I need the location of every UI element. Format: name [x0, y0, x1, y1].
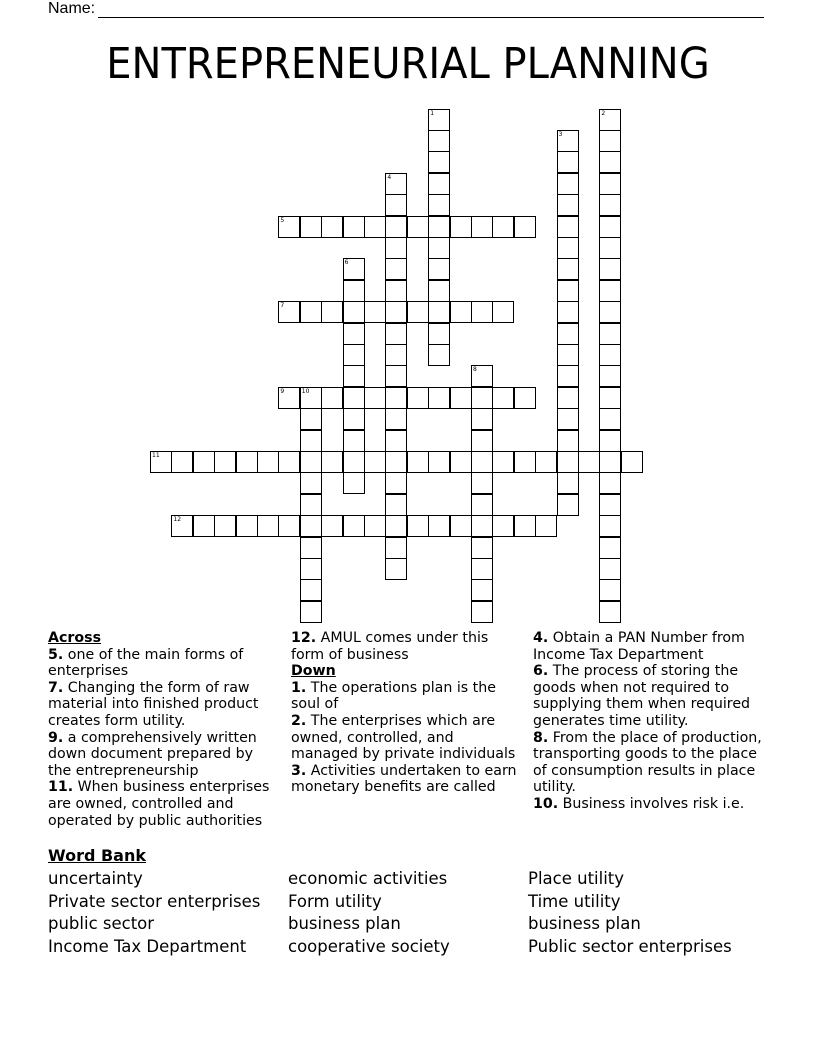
crossword-cell[interactable]	[321, 451, 343, 473]
word-bank-column-3	[528, 868, 732, 959]
crossword-cell[interactable]	[385, 173, 407, 195]
crossword-cell[interactable]	[599, 130, 621, 152]
crossword-cell[interactable]	[385, 408, 407, 430]
crossword-cell[interactable]	[557, 237, 579, 259]
crossword-cell[interactable]	[557, 494, 579, 516]
crossword-cell[interactable]	[364, 216, 386, 238]
clue-number-label: 3	[558, 130, 563, 138]
crossword-cell[interactable]	[300, 579, 322, 601]
crossword-cell[interactable]	[385, 258, 407, 280]
clue-across-5	[48, 647, 280, 680]
word-bank-title: Word Bank	[48, 846, 147, 865]
crossword-cell[interactable]	[236, 515, 258, 537]
clue-number-label: 12	[173, 516, 182, 524]
crossword-cell[interactable]	[385, 451, 407, 473]
crossword-cell[interactable]	[385, 494, 407, 516]
crossword-cell[interactable]	[428, 301, 450, 323]
crossword-cell[interactable]	[428, 387, 450, 409]
crossword-cell[interactable]	[599, 301, 621, 323]
name-underline[interactable]	[98, 3, 764, 18]
crossword-cell[interactable]	[557, 451, 579, 473]
crossword-cell[interactable]	[300, 451, 322, 473]
crossword-cell[interactable]	[557, 430, 579, 452]
clue-number-label: 2	[601, 109, 606, 117]
clue-down-8	[533, 730, 765, 796]
clue-across-7	[48, 680, 280, 730]
clues-column-2	[291, 630, 523, 796]
crossword-cell[interactable]	[300, 537, 322, 559]
crossword-cell[interactable]	[343, 387, 365, 409]
crossword-cell[interactable]	[343, 451, 365, 473]
word-bank-word: cooperative society	[288, 937, 450, 957]
clue-number: 3.	[291, 762, 307, 779]
crossword-cell[interactable]	[599, 387, 621, 409]
crossword-cell[interactable]	[557, 344, 579, 366]
clue-number: 2.	[291, 712, 307, 729]
crossword-cell[interactable]	[385, 344, 407, 366]
clue-down-10	[533, 796, 765, 813]
crossword-cell[interactable]	[278, 387, 300, 409]
crossword-cell[interactable]	[193, 451, 215, 473]
clue-number: 4.	[533, 630, 549, 646]
clue-text: The enterprises which are owned, controlled, and managed by private individuals	[291, 712, 516, 763]
crossword-cell[interactable]	[428, 151, 450, 173]
crossword-cell[interactable]	[278, 451, 300, 473]
clue-number-label: 11	[152, 451, 160, 459]
clues-column-1	[48, 630, 280, 829]
crossword-cell[interactable]	[514, 216, 536, 238]
name-label: Name:	[48, 0, 96, 17]
crossword-cell[interactable]	[343, 515, 365, 537]
crossword-cell[interactable]	[343, 472, 365, 494]
crossword-cell[interactable]	[599, 280, 621, 302]
crossword-cell[interactable]	[171, 451, 193, 473]
word-bank-word: Time utility	[528, 891, 621, 911]
clue-text: Changing the form of raw material into finished product creates form utility.	[48, 679, 259, 729]
clue-number-label: 6	[344, 259, 349, 267]
crossword-cell[interactable]	[300, 408, 322, 430]
crossword-cell[interactable]	[492, 515, 514, 537]
crossword-cell[interactable]	[385, 216, 407, 238]
clue-down-3	[291, 763, 523, 796]
crossword-cell[interactable]	[300, 430, 322, 452]
crossword-cell[interactable]	[471, 387, 493, 409]
crossword-cell[interactable]	[471, 494, 493, 516]
crossword-cell[interactable]	[599, 494, 621, 516]
clue-across-11	[48, 779, 280, 829]
crossword-cell[interactable]	[599, 365, 621, 387]
crossword-cell[interactable]	[300, 301, 322, 323]
crossword-cell[interactable]	[407, 387, 429, 409]
crossword-cell[interactable]	[321, 216, 343, 238]
crossword-cell[interactable]	[599, 601, 621, 623]
clue-down-2	[291, 713, 523, 763]
clue-number: 1.	[291, 679, 307, 696]
crossword-cell[interactable]	[599, 472, 621, 494]
crossword-cell[interactable]	[599, 344, 621, 366]
crossword-cell[interactable]	[278, 301, 300, 323]
crossword-cell[interactable]	[278, 216, 300, 238]
crossword-cell[interactable]	[385, 365, 407, 387]
crossword-cell[interactable]	[385, 194, 407, 216]
crossword-cell[interactable]	[385, 558, 407, 580]
crossword-cell[interactable]	[599, 537, 621, 559]
word-bank-word: business plan	[528, 914, 641, 934]
crossword-cell[interactable]	[599, 515, 621, 537]
crossword-cell[interactable]	[428, 130, 450, 152]
crossword-cell[interactable]	[300, 472, 322, 494]
crossword-cell[interactable]	[492, 216, 514, 238]
clue-number: 9.	[48, 729, 64, 746]
crossword-cell[interactable]	[214, 451, 236, 473]
crossword-cell[interactable]	[428, 344, 450, 366]
crossword-cell[interactable]	[343, 258, 365, 280]
clue-number-label: 1	[430, 109, 435, 117]
crossword-cell[interactable]	[492, 451, 514, 473]
crossword-cell[interactable]	[514, 451, 536, 473]
clue-text: one of the main forms of enterprises	[48, 646, 244, 680]
crossword-cell[interactable]	[471, 601, 493, 623]
clue-number-label: 7	[280, 302, 285, 310]
word-bank-word: Private sector enterprises	[48, 891, 261, 911]
crossword-cell[interactable]	[578, 451, 600, 473]
crossword-cell[interactable]	[300, 387, 322, 409]
clue-number-label: 4	[387, 173, 392, 181]
crossword-cell[interactable]	[471, 558, 493, 580]
crossword-cell[interactable]	[599, 194, 621, 216]
crossword-cell[interactable]	[471, 216, 493, 238]
crossword-cell[interactable]	[471, 430, 493, 452]
clue-text: a comprehensively written down document prepared by the entrepreneurship	[48, 729, 257, 779]
clue-number-label: 9	[280, 387, 285, 395]
crossword-cell[interactable]	[450, 216, 472, 238]
crossword-cell[interactable]	[343, 408, 365, 430]
crossword-cell[interactable]	[150, 451, 172, 473]
word-bank-column-1	[48, 868, 260, 959]
crossword-cell[interactable]	[428, 258, 450, 280]
crossword-cell[interactable]	[300, 216, 322, 238]
crossword-cell[interactable]	[321, 387, 343, 409]
crossword-cell[interactable]	[364, 387, 386, 409]
name-field[interactable]	[48, 0, 764, 18]
clue-number: 7.	[48, 679, 64, 696]
clue-number: 8.	[533, 729, 549, 746]
crossword-cell[interactable]	[407, 515, 429, 537]
clue-text: AMUL comes under this form of business	[291, 630, 489, 663]
clue-across-9	[48, 730, 280, 780]
crossword-cell[interactable]	[385, 301, 407, 323]
crossword-cell[interactable]	[557, 130, 579, 152]
clue-number: 11.	[48, 779, 74, 796]
crossword-cell[interactable]	[364, 515, 386, 537]
crossword-cell[interactable]	[599, 323, 621, 345]
crossword-cell[interactable]	[599, 558, 621, 580]
clue-text: Business involves risk i.e.	[562, 795, 745, 812]
crossword-cell[interactable]	[343, 301, 365, 323]
crossword-cell[interactable]	[450, 387, 472, 409]
crossword-cell[interactable]	[450, 301, 472, 323]
clue-down-6	[533, 663, 765, 729]
crossword-cell[interactable]	[557, 408, 579, 430]
crossword-cell[interactable]	[428, 323, 450, 345]
crossword-cell[interactable]	[171, 515, 193, 537]
crossword-cell[interactable]	[471, 451, 493, 473]
crossword-cell[interactable]	[428, 216, 450, 238]
crossword-cell[interactable]	[385, 430, 407, 452]
crossword-cell[interactable]	[428, 237, 450, 259]
crossword-cell[interactable]	[557, 216, 579, 238]
crossword-cell[interactable]	[343, 344, 365, 366]
crossword-cell[interactable]	[214, 515, 236, 537]
clue-number-label: 8	[473, 366, 477, 374]
crossword-cell[interactable]	[236, 451, 258, 473]
crossword-cell[interactable]	[599, 109, 621, 131]
crossword-cell[interactable]	[557, 258, 579, 280]
crossword-cell[interactable]	[385, 387, 407, 409]
crossword-cell[interactable]	[471, 301, 493, 323]
crossword-cell[interactable]	[557, 280, 579, 302]
crossword-cell[interactable]	[343, 323, 365, 345]
crossword-cell[interactable]	[599, 408, 621, 430]
word-bank-word: Public sector enterprises	[528, 937, 732, 957]
clue-across-12	[291, 630, 523, 663]
crossword-cell[interactable]	[535, 515, 557, 537]
crossword-cell[interactable]	[557, 323, 579, 345]
crossword-cell[interactable]	[278, 515, 300, 537]
crossword-cell[interactable]	[535, 451, 557, 473]
crossword-cell[interactable]	[193, 515, 215, 537]
clue-text: The operations plan is the soul of	[291, 679, 496, 713]
crossword-cell[interactable]	[364, 301, 386, 323]
crossword-cell[interactable]	[599, 216, 621, 238]
clue-text: The process of storing the goods when not required to supplying them when required generates time utility.	[533, 663, 751, 729]
crossword-cell[interactable]	[599, 579, 621, 601]
clue-number: 5.	[48, 646, 64, 663]
crossword-cell[interactable]	[471, 515, 493, 537]
crossword-cell[interactable]	[343, 365, 365, 387]
crossword-cell[interactable]	[557, 194, 579, 216]
clue-down-1	[291, 680, 523, 713]
across-heading: Across	[48, 630, 102, 646]
crossword-cell[interactable]	[300, 494, 322, 516]
crossword-cell[interactable]	[471, 579, 493, 601]
crossword-cell[interactable]	[343, 430, 365, 452]
word-bank-word: Place utility	[528, 869, 625, 888]
down-heading: Down	[291, 663, 336, 680]
crossword-cell[interactable]	[557, 173, 579, 195]
crossword-cell[interactable]	[471, 365, 493, 387]
crossword-cell[interactable]	[492, 387, 514, 409]
word-bank-word: Income Tax Department	[48, 937, 247, 957]
page-title: ENTREPRENEURIAL PLANNING	[106, 39, 710, 89]
crossword-cell[interactable]	[257, 451, 279, 473]
crossword-cell[interactable]	[257, 515, 279, 537]
clue-text: From the place of production, transporting goods to the place of consumption results in place utility.	[533, 729, 762, 796]
crossword-cell[interactable]	[385, 237, 407, 259]
crossword-cell[interactable]	[385, 323, 407, 345]
crossword-cell[interactable]	[407, 451, 429, 473]
crossword-cell[interactable]	[385, 537, 407, 559]
crossword-cell[interactable]	[557, 387, 579, 409]
crossword-cell[interactable]	[385, 280, 407, 302]
crossword-cell[interactable]	[514, 515, 536, 537]
crossword-cell[interactable]	[321, 515, 343, 537]
clues-column-3	[533, 630, 765, 813]
clue-text: Obtain a PAN Number from Income Tax Department	[533, 630, 745, 663]
clue-number-label: 10	[301, 387, 310, 395]
word-bank-column-2	[288, 868, 450, 959]
crossword-cell[interactable]	[428, 280, 450, 302]
crossword-cell[interactable]	[514, 387, 536, 409]
word-bank-word: Form utility	[288, 891, 382, 911]
crossword-cell[interactable]	[471, 408, 493, 430]
crossword-cell[interactable]	[599, 258, 621, 280]
crossword-cell[interactable]	[300, 515, 322, 537]
crossword-cell[interactable]	[428, 451, 450, 473]
crossword-cell[interactable]	[492, 301, 514, 323]
crossword-cell[interactable]	[321, 301, 343, 323]
crossword-cell[interactable]	[300, 558, 322, 580]
clue-text: Activities undertaken to earn monetary benefits are called	[291, 762, 517, 796]
crossword-cell[interactable]	[450, 515, 472, 537]
crossword-cell[interactable]	[599, 430, 621, 452]
crossword-cell[interactable]	[599, 151, 621, 173]
crossword-cell[interactable]	[385, 472, 407, 494]
clue-number: 6.	[533, 663, 549, 680]
clue-number-label: 5	[280, 216, 285, 224]
crossword-cell[interactable]	[471, 472, 493, 494]
crossword-cell[interactable]	[557, 301, 579, 323]
crossword-cell[interactable]	[471, 537, 493, 559]
crossword-cell[interactable]	[450, 451, 472, 473]
crossword-cell[interactable]	[385, 515, 407, 537]
word-bank-word: public sector	[48, 914, 155, 934]
crossword-cell[interactable]	[599, 173, 621, 195]
crossword-cell[interactable]	[364, 451, 386, 473]
crossword-cell[interactable]	[557, 472, 579, 494]
crossword-cell[interactable]	[407, 216, 429, 238]
word-bank-word: business plan	[288, 914, 401, 934]
clue-number: 12.	[291, 630, 317, 646]
crossword-cell[interactable]	[428, 109, 450, 131]
word-bank-word: economic activities	[288, 869, 448, 888]
clue-number: 10.	[533, 795, 559, 812]
crossword-cell[interactable]	[300, 601, 322, 623]
crossword-cell[interactable]	[599, 237, 621, 259]
crossword-cell[interactable]	[599, 451, 621, 473]
crossword-cell[interactable]	[428, 173, 450, 195]
crossword-cell[interactable]	[343, 280, 365, 302]
crossword-cell[interactable]	[428, 515, 450, 537]
crossword-cell[interactable]	[557, 151, 579, 173]
crossword-cell[interactable]	[621, 451, 643, 473]
word-bank-word: uncertainty	[48, 869, 143, 888]
crossword-cell[interactable]	[407, 301, 429, 323]
clue-down-4	[533, 630, 765, 663]
clue-text: When business enterprises are owned, controlled and operated by public authorities	[48, 779, 270, 829]
crossword-cell[interactable]	[428, 194, 450, 216]
crossword-cell[interactable]	[343, 216, 365, 238]
crossword-cell[interactable]	[557, 365, 579, 387]
